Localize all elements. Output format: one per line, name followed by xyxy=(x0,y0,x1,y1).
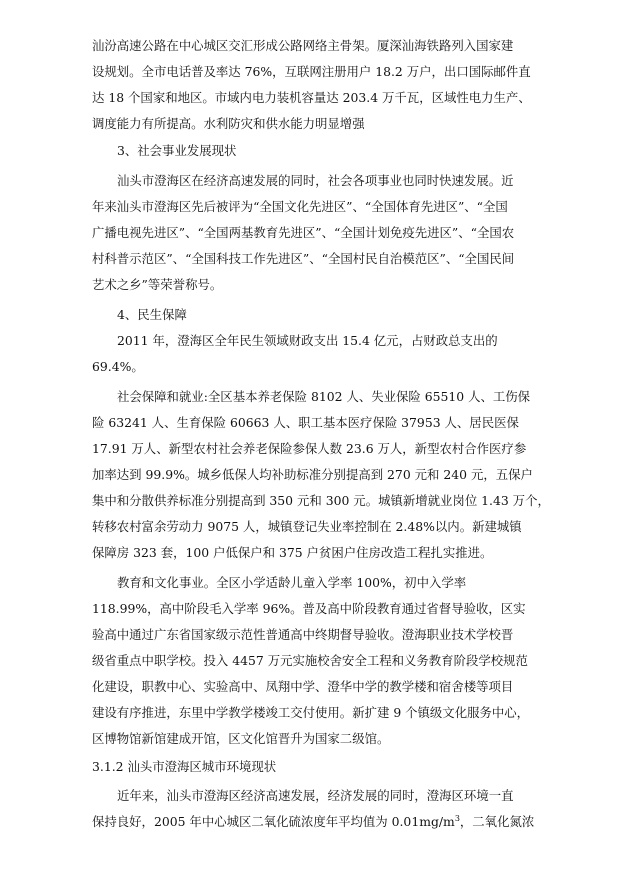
text-line: 广播电视先进区”、“全国两基教育先进区”、“全国计划免疫先进区”、“全国农 xyxy=(92,225,515,240)
text-line: 集中和分散供养标准分别提高到 350 元和 300 元。城镇新增就业岗位 1.43 万个， xyxy=(92,493,550,508)
section-heading: 3、社会事业发展现状 xyxy=(117,143,237,158)
text-line: 保障房 323 套，100 户低保户和 375 户贫困户住房改造工程扎实推进。 xyxy=(92,545,493,560)
text-line: 险 63241 人、生育保险 60663 人、职工基本医疗保险 37953 人、居民医保 xyxy=(92,415,519,430)
subsection-heading: 3.1.2 汕头市澄海区城市环境现状 xyxy=(92,759,277,774)
superscript: 3 xyxy=(454,813,460,823)
text-line: 艺术之乡”等荣誉称号。 xyxy=(92,277,223,292)
text-line: 转移农村富余劳动力 9075 人，城镇登记失业率控制在 2.48%以内。新建城镇 xyxy=(92,519,522,534)
text-line: 17.91 万人、新型农村社会养老保险参保人数 23.6 万人，新型农村合作医疗参 xyxy=(92,441,527,456)
text-line: 社会保障和就业:全区基本养老保险 8102 人、失业保险 65510 人、工伤保 xyxy=(117,389,531,404)
text-line: 化建设，职教中心、实验高中、凤翔中学、澄华中学的教学楼和宿舍楼等项目 xyxy=(92,679,514,694)
text-line xyxy=(92,813,534,831)
text-line: 村科普示范区”、“全国科技工作先进区”、“全国村民自治模范区”、“全国民间 xyxy=(92,251,515,266)
text-line: 教育和文化事业。全区小学适龄儿童入学率 100%，初中入学率 xyxy=(117,575,467,590)
text-line: 调度能力有所提高。水利防灾和供水能力明显增强 xyxy=(92,116,365,131)
text-line: 汕汾高速公路在中心城区交汇形成公路网络主骨架。厦深汕海铁路列入国家建 xyxy=(92,38,514,53)
text-line: 69.4%。 xyxy=(92,359,144,374)
text-line: 2011 年，澄海区全年民生领域财政支出 15.4 亿元，占财政总支出的 xyxy=(117,333,498,348)
text-segment: ，二氧化氮浓 xyxy=(459,814,535,829)
text-line: 汕头市澄海区在经济高速发展的同时，社会各项事业也同时快速发展。近 xyxy=(117,173,514,188)
text-line: 达 18 个国家和地区。市域内电力装机容量达 203.4 万千瓦，区域性电力生产、 xyxy=(92,90,531,105)
text-line: 验高中通过广东省国家级示范性普通高中终期督导验收。澄海职业技术学校晋 xyxy=(92,627,514,642)
text-segment: 保持良好，2005 年中心城区二氧化硫浓度年平均值为 0.01mg/m xyxy=(92,814,455,829)
text-line: 加率达到 99.9%。城乡低保人均补助标准分别提高到 270 元和 240 元，五保户 xyxy=(92,467,533,482)
text-line: 近年来，汕头市澄海区经济高速发展，经济发展的同时，澄海区环境一直 xyxy=(117,788,514,803)
text-line: 建设有序推进，东里中学教学楼竣工交付使用。新扩建 9 个镇级文化服务中心， xyxy=(92,705,530,720)
section-heading: 4、民生保障 xyxy=(117,307,187,322)
text-line: 区博物馆新馆建成开馆，区文化馆晋升为国家二级馆。 xyxy=(92,731,390,746)
text-line: 年来汕头市澄海区先后被评为“全国文化先进区”、“全国体育先进区”、“全国 xyxy=(92,199,508,214)
text-line: 118.99%，高中阶段毛入学率 96%。普及高中阶段教育通过省督导验收，区实 xyxy=(92,601,526,616)
text-line: 级省重点中职学校。投入 4457 万元实施校舍安全工程和义务教育阶段学校规范 xyxy=(92,653,528,668)
text-line: 设规划。全市电话普及率达 76%，互联网注册用户 18.2 万户，出口国际邮件直 xyxy=(92,64,531,79)
